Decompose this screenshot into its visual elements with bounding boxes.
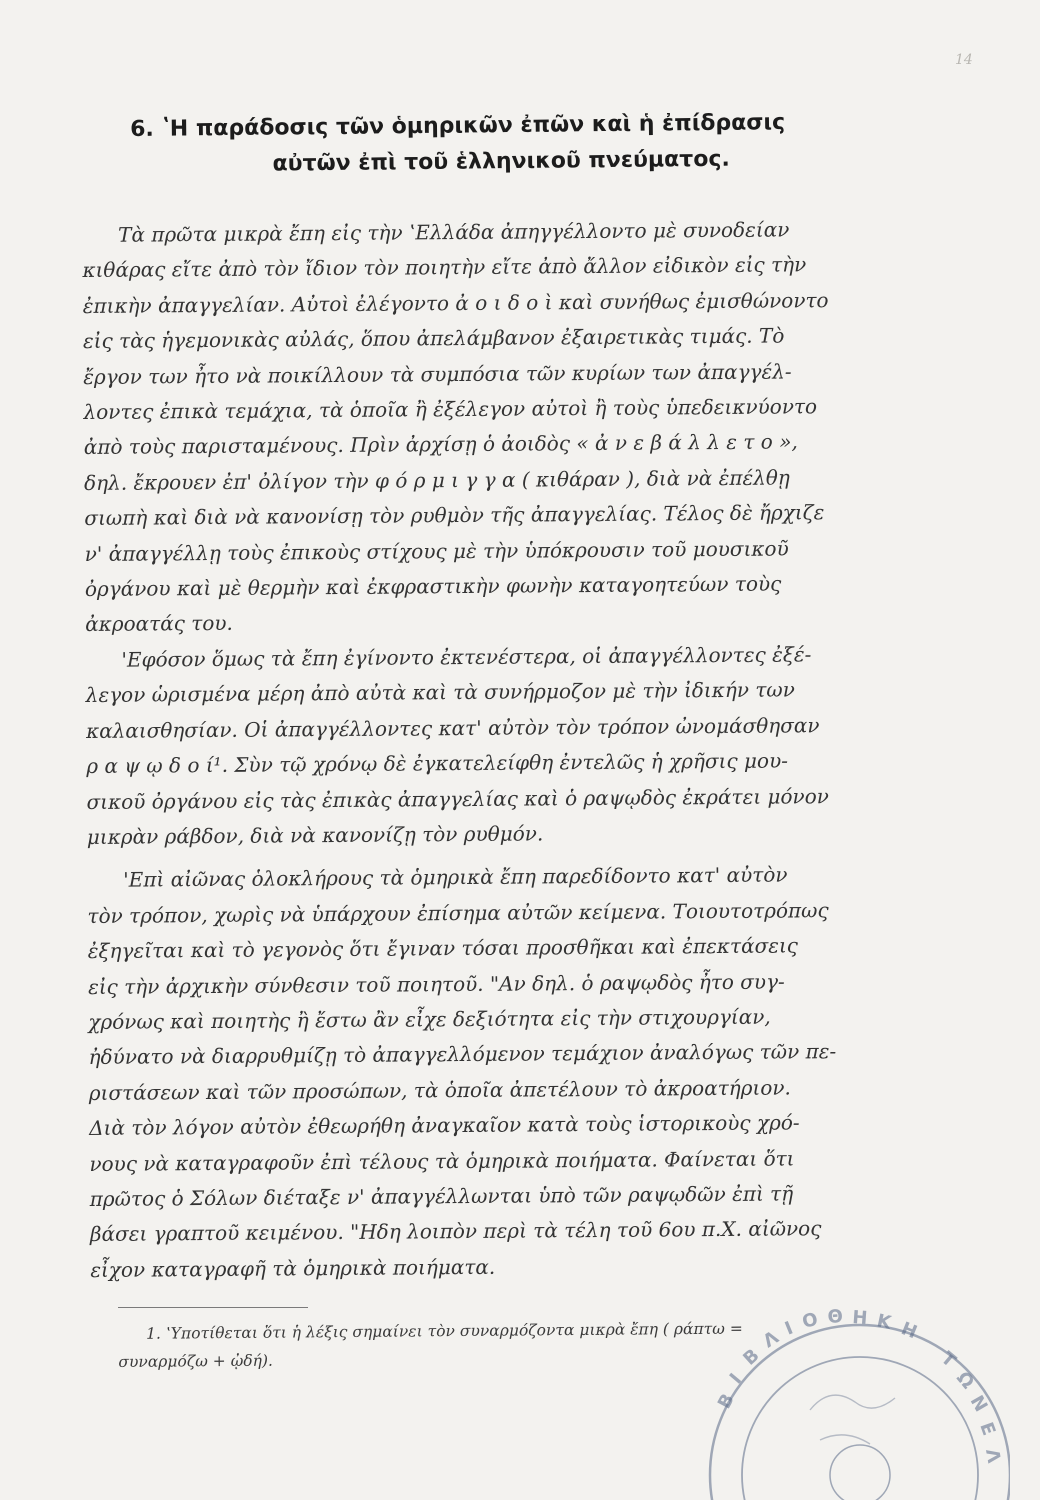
svg-text:Ι: Ι [725,1369,747,1389]
svg-text:Τ: Τ [936,1347,960,1372]
text-line: 'Επὶ αἰῶνας ὁλοκλήρους τὰ ὁμηρικὰ ἔπη παρεδίδοντο κατ' αὐτὸν [123,862,788,893]
section-heading-line-2: αὐτῶν ἐπὶ τοῦ ἑλληνικοῦ πνεύματος. [272,146,730,177]
body-text [82,211,952,1288]
text-line: εἰς τὴν ἀρχικὴν σύνθεσιν τοῦ ποιητοῦ. "Αν δηλ. ὁ ραψῳδὸς ἦτο συγ- [87,969,785,999]
text-line: ἐπικὴν ἀπαγγελίαν. Αὐτοὶ ἐλέγοντο ἀ ο ι δ ο ὶ καὶ συνήθως ἐμισθώνοντο [82,287,829,318]
text-line: ἔργον των ἦτο νὰ ποικίλλουν τὰ συμπόσια τῶν κυρίων των ἀπαγγέλ- [83,359,792,389]
text-line: καλαισθησίαν. Οἱ ἀπαγγέλλοντες κατ' αὐτὸν τὸν τρόπον ὠνομάσθησαν [85,712,820,743]
svg-text:Ν: Ν [965,1392,992,1416]
svg-text:Η: Η [851,1307,869,1330]
text-line: ἀκροατάς του. [85,611,233,637]
text-line: κιθάρας εἴτε ἀπὸ τὸν ἴδιον τὸν ποιητὴν εἴτε ἀπὸ ἄλλον εἰδικὸν εἰς τὴν [82,252,807,283]
svg-text:Ο: Ο [800,1308,821,1333]
text-line: βάσει γραπτοῦ κειμένου. "Ηδη λοιπὸν περὶ τὰ τέλη τοῦ 6ου π.Χ. αἰῶνος [89,1216,822,1247]
text-line: 'Εφόσον ὅμως τὰ ἔπη ἐγίνοντο ἐκτενέστερα, οἱ ἀπαγγέλλοντες ἐξέ- [121,642,812,672]
text-line: νους νὰ καταγραφοῦν ἐπὶ τέλους τὰ ὁμηρικὰ ποιήματα. Φαίνεται ὅτι [89,1145,795,1176]
text-line: ἀπὸ τοὺς παρισταμένους. Πρὶν ἀρχίσῃ ὁ ἀοιδὸς « ἀ ν ε β ά λ λ ε τ ο », [83,429,798,460]
paragraph-3 [87,857,952,1289]
section-heading-line-1: 6. ʽΗ παράδοσις τῶν ὁμηρικῶν ἐπῶν καὶ ἡ ἐπίδρασις [130,110,786,142]
svg-text:Θ: Θ [826,1305,844,1328]
text-line: ν' ἀπαγγέλλῃ τοὺς ἐπικοὺς στίχους μὲ τὴν ὑπόκρουσιν τοῦ μουσικοῦ [84,536,789,566]
text-line: πρῶτος ὁ Σόλων διέταξε ν' ἀπαγγέλλωνται ὑπὸ τῶν ραψῳδῶν ἐπὶ τῇ [89,1181,794,1211]
text-line: Τὰ πρῶτα μικρὰ ἔπη εἰς τὴν ʽΕλλάδα ἀπηγγέλλοντο μὲ συνοδείαν [118,217,790,247]
svg-text:Ι: Ι [782,1317,797,1340]
page-number: 14 [955,52,973,68]
text-line: εἰς τὰς ἡγεμονικὰς αὐλάς, ὅπου ἀπελάμβανον ἐξαιρετικὰς τιμάς. Τὸ [82,323,785,354]
svg-text:Ω: Ω [952,1367,979,1393]
svg-text:Β: Β [739,1344,764,1370]
text-line: ριστάσεων καὶ τῶν προσώπων, τὰ ὁποῖα ἀπετέλουν τὸ ἀκροατήριον. [88,1075,791,1105]
library-stamp-icon [690,1290,1010,1500]
svg-text:Λ: Λ [759,1327,783,1353]
text-line: λεγον ὡρισμένα μέρη ἀπὸ αὐτὰ καὶ τὰ συνήρμοζον μὲ τὴν ἰδικήν των [85,677,795,708]
text-line: Διὰ τὸν λόγον αὐτὸν ἐθεωρήθη ἀναγκαῖον κατὰ τοὺς ἱστορικοὺς χρό- [89,1110,800,1141]
text-line: λοντες ἐπικὰ τεμάχια, τὰ ὁποῖα ἢ ἐξέλεγον αὐτοὶ ἢ τοὺς ὑπεδεικνύοντο [83,394,818,425]
section-heading [130,104,891,184]
svg-text:Ε: Ε [975,1419,1000,1439]
footnote-line-2: συναρμόζω + ᾠδή). [118,1351,273,1371]
text-line: τὸν τρόπον, χωρὶς νὰ ὑπάρχουν ἐπίσημα αὐτῶν κείμενα. Τοιουτοτρόπως [87,897,829,928]
svg-text:Β: Β [713,1390,739,1413]
text-line: ἐξηγεῖται καὶ τὸ γεγονὸς ὅτι ἔγιναν τόσαι προσθῆκαι καὶ ἐπεκτάσεις [87,933,799,964]
svg-text:Κ: Κ [874,1310,893,1334]
svg-text:Η: Η [898,1318,920,1344]
text-line: σικοῦ ὀργάνου εἰς τὰς ἐπικὰς ἀπαγγελίας καὶ ὁ ραψῳδὸς ἐκράτει μόνον [86,783,829,814]
text-line: μικρὰν ράβδον, διὰ νὰ κανονίζῃ τὸν ρυθμόν. [86,821,544,849]
svg-text:Λ: Λ [981,1447,1005,1465]
text-line: χρόνως καὶ ποιητὴς ἢ ἔστω ἂν εἶχε δεξιότητα εἰς τὴν στιχουργίαν, [88,1004,771,1034]
text-line: σιωπὴ καὶ διὰ νὰ κανονίσῃ τὸν ρυθμὸν τῆς ἀπαγγελίας. Τέλος δὲ ἤρχιζε [84,500,825,531]
footnote-divider [118,1307,308,1308]
text-line: ὀργάνου καὶ μὲ θερμὴν καὶ ἐκφραστικὴν φωνὴν καταγοητεύων τοὺς [84,571,782,602]
paragraph-1 [82,211,947,643]
text-line: ρ α ψ ῳ δ ο ί¹. Σὺν τῷ χρόνῳ δὲ ἐγκατελείφθη ἐντελῶς ἡ χρῆσις μου- [86,748,789,779]
footnote-line-1: 1. ʽΥποτίθεται ὅτι ἡ λέξις σημαίνει τὸν συναρμόζοντα μικρὰ ἔπη ( ράπτω = [146,1319,743,1343]
text-line: δηλ. ἔκρουεν ἐπ' ὀλίγον τὴν φ ό ρ μ ι γ γ α ( κιθάραν ), διὰ νὰ ἐπέλθῃ [83,465,790,495]
text-line: ἠδύνατο νὰ διαρρυθμίζῃ τὸ ἀπαγγελλόμενον τεμάχιον ἀναλόγως τῶν πε- [88,1039,837,1070]
paragraph-2 [85,636,949,855]
text-line: εἶχον καταγραφῆ τὰ ὁμηρικὰ ποιήματα. [90,1254,496,1282]
